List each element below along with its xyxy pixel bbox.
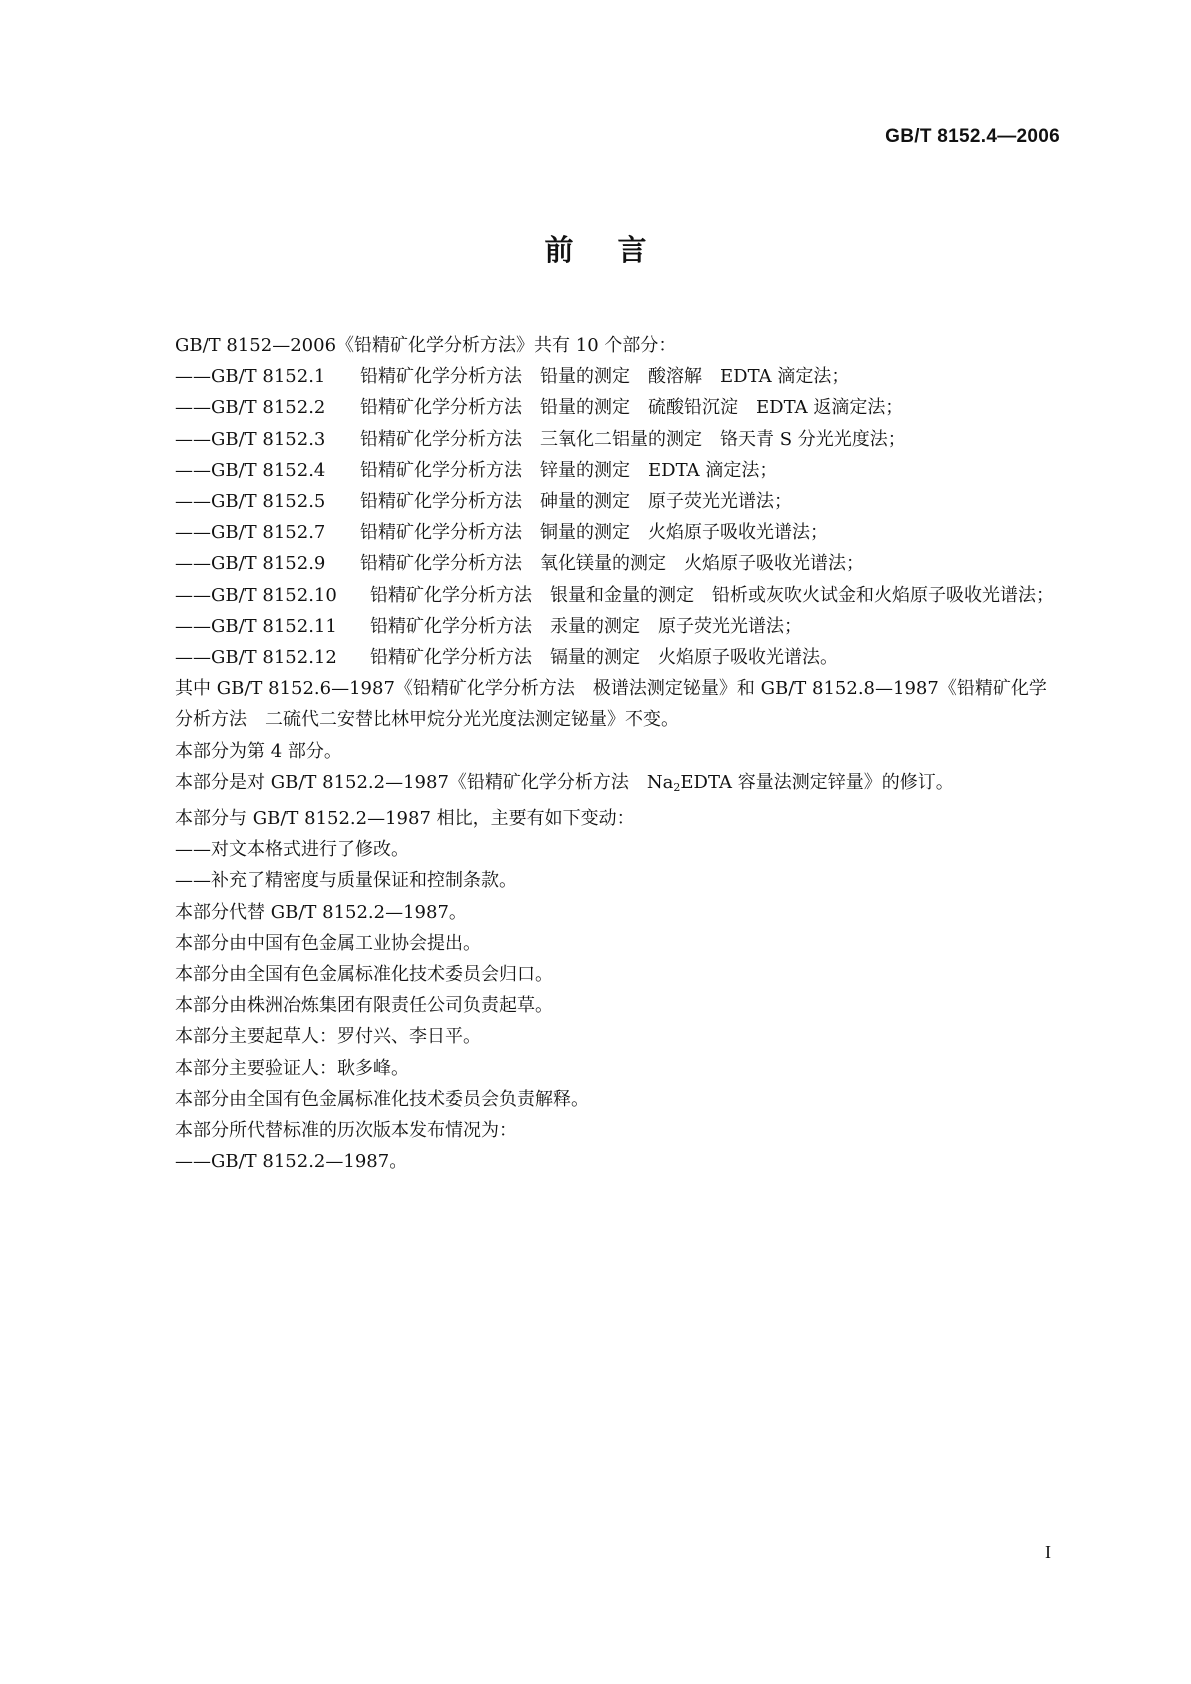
part-code: ——GB/T 8152.5 — [175, 491, 326, 513]
list-item — [133, 580, 1058, 611]
list-item — [133, 392, 1058, 423]
part-title: 铅精矿化学分析方法 — [360, 491, 522, 513]
part-description — [360, 486, 1058, 517]
statement: 本部分所代替标准的历次版本发布情况为： — [175, 1120, 517, 1142]
list-item — [133, 486, 1058, 517]
part-method: 铅析或灰吹火试金和火焰原子吸收光谱法； — [712, 584, 1054, 606]
part-code: ——GB/T 8152.2 — [175, 397, 326, 419]
statement: 本部分由全国有色金属标准化技术委员会负责解释。 — [175, 1088, 589, 1110]
statement: 本部分由中国有色金属工业协会提出。 — [175, 932, 481, 954]
part-method: 酸溶解 EDTA 滴定法； — [648, 366, 850, 388]
part-title: 铅精矿化学分析方法 — [360, 397, 522, 419]
page-title: 前言 — [544, 233, 691, 267]
part-code: ——GB/T 8152.4 — [175, 459, 326, 481]
part-title: 铅精矿化学分析方法 — [370, 647, 532, 669]
part-code: ——GB/T 8152.7 — [175, 522, 326, 544]
part-method: 硫酸铅沉淀 EDTA 返滴定法； — [648, 397, 904, 419]
list-item — [133, 642, 1058, 673]
part-description — [370, 611, 1058, 642]
list-item — [133, 361, 1058, 392]
part-method: 原子荧光光谱法； — [658, 615, 802, 637]
part-title: 铅精矿化学分析方法 — [370, 584, 532, 606]
statement: 本部分由株洲冶炼集团有限责任公司负责起草。 — [175, 995, 553, 1017]
part-description — [360, 392, 1058, 423]
statement: 本部分由全国有色金属标准化技术委员会归口。 — [175, 964, 553, 986]
changes-intro: 本部分与 GB/T 8152.2—1987 相比，主要有如下变动： — [175, 808, 635, 830]
part-description — [360, 424, 1058, 455]
foreword-body — [133, 330, 1058, 1177]
change-item: ——对文本格式进行了修改。 — [175, 839, 409, 861]
part-description — [370, 580, 1058, 611]
part-item: 铅量的测定 — [540, 397, 630, 419]
list-item — [133, 455, 1058, 486]
part-code: ——GB/T 8152.9 — [175, 553, 326, 575]
history-item: ——GB/T 8152.2—1987。 — [175, 1151, 408, 1173]
part-description — [360, 517, 1058, 548]
revision-text-after: EDTA 容量法测定锌量》的修订。 — [680, 771, 954, 793]
part-item: 三氧化二铝量的测定 — [540, 428, 702, 450]
list-item — [133, 548, 1058, 579]
part-title: 铅精矿化学分析方法 — [360, 366, 522, 388]
revision-subscript: 2 — [673, 780, 681, 794]
part-title: 铅精矿化学分析方法 — [370, 615, 532, 637]
part-title: 铅精矿化学分析方法 — [360, 428, 522, 450]
part-code: ——GB/T 8152.12 — [175, 647, 337, 669]
part-title: 铅精矿化学分析方法 — [360, 522, 522, 544]
part-method: 火焰原子吸收光谱法。 — [658, 647, 838, 669]
unchanged-parts-note: 其中 GB/T 8152.6—1987《铅精矿化学分析方法 极谱法测定铋量》和 GB/T 8152.8—1987《铅精矿化学分析方法 二硫代二安替比林甲烷分光光度法测定铋量》不变。 — [175, 678, 1047, 731]
part-code: ——GB/T 8152.3 — [175, 428, 326, 450]
revision-text-before: 本部分是对 GB/T 8152.2—1987《铅精矿化学分析方法 Na — [175, 771, 674, 793]
statement: 本部分代替 GB/T 8152.2—1987。 — [175, 901, 467, 923]
part-code: ——GB/T 8152.1 — [175, 366, 326, 388]
part-title: 铅精矿化学分析方法 — [360, 553, 522, 575]
page-number: I — [1045, 1542, 1051, 1562]
part-description — [370, 642, 1058, 673]
part-item: 银量和金量的测定 — [550, 584, 694, 606]
part-item: 铅量的测定 — [540, 366, 630, 388]
statement: 本部分主要验证人：耿多峰。 — [175, 1057, 409, 1079]
part-code: ——GB/T 8152.10 — [175, 584, 337, 606]
list-item — [133, 611, 1058, 642]
part-code: ——GB/T 8152.11 — [175, 615, 337, 637]
intro-paragraph: GB/T 8152—2006《铅精矿化学分析方法》共有 10 个部分： — [175, 335, 677, 356]
part-number-note: 本部分为第 4 部分。 — [175, 740, 342, 762]
part-item: 砷量的测定 — [540, 491, 630, 513]
list-item — [133, 517, 1058, 548]
part-description — [360, 548, 1058, 579]
part-method: EDTA 滴定法； — [648, 459, 778, 481]
part-method: 火焰原子吸收光谱法； — [648, 522, 828, 544]
part-item: 镉量的测定 — [550, 647, 640, 669]
part-item: 铜量的测定 — [540, 522, 630, 544]
parts-list — [133, 361, 1058, 673]
statement: 本部分主要起草人：罗付兴、李日平。 — [175, 1026, 481, 1048]
part-method: 铬天青 S 分光光度法； — [720, 428, 906, 450]
part-method: 火焰原子吸收光谱法； — [684, 553, 864, 575]
list-item — [133, 424, 1058, 455]
part-description — [360, 455, 1058, 486]
revision-note — [133, 767, 1058, 803]
part-item: 锌量的测定 — [540, 459, 630, 481]
change-item: ——补充了精密度与质量保证和控制条款。 — [175, 870, 517, 892]
part-item: 氧化镁量的测定 — [540, 553, 666, 575]
part-method: 原子荧光光谱法； — [648, 491, 792, 513]
part-item: 汞量的测定 — [550, 615, 640, 637]
standard-number: GB/T 8152.4—2006 — [885, 126, 1060, 147]
part-description — [360, 361, 1058, 392]
part-title: 铅精矿化学分析方法 — [360, 459, 522, 481]
